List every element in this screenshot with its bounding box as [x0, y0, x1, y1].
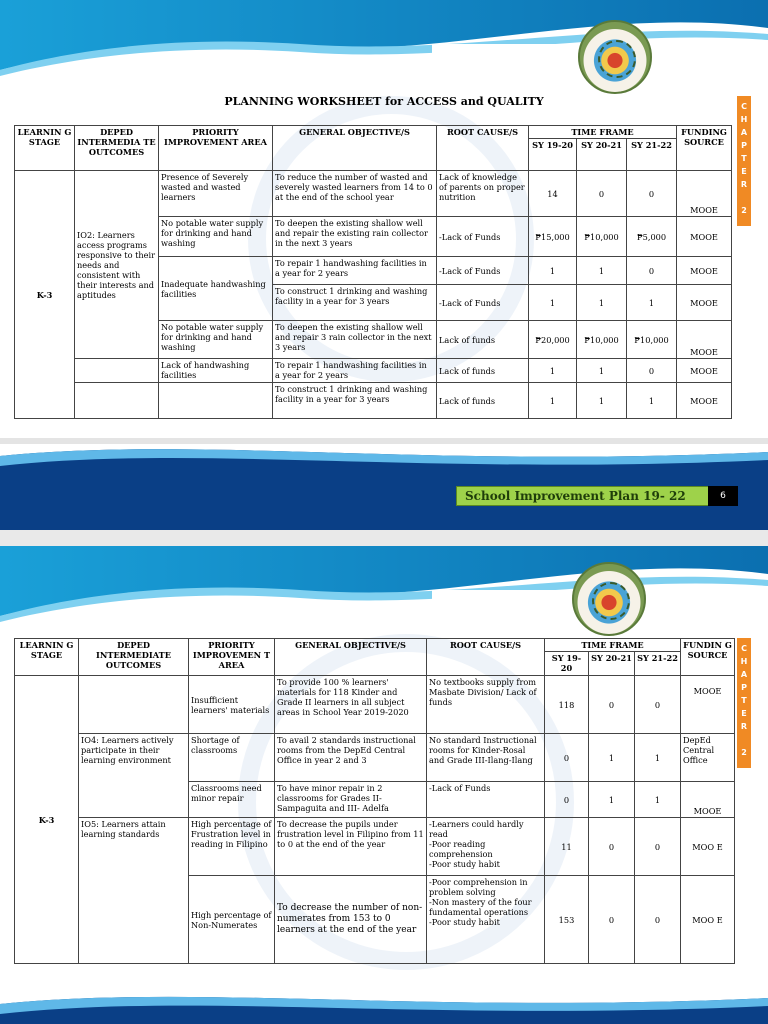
chapter-tab-letter: P	[741, 141, 747, 150]
sy2-value: 1	[577, 359, 627, 383]
funding-cell: MOOE	[677, 383, 732, 419]
sy2-value: ₱10,000	[577, 217, 627, 257]
header-time-frame: TIME FRAME	[545, 639, 681, 652]
outcome-cell: IO4: Learners actively participate in their learning environment	[79, 734, 189, 818]
objective-cell: To deepen the existing shallow well and repair 3 rain collector in the next 3 years	[273, 321, 437, 359]
priority-area-cell: High percentage of Frustration level in reading in Filipino	[189, 818, 275, 876]
chapter-2-tab	[737, 638, 751, 768]
sy2-value: 1	[577, 383, 627, 419]
objective-cell: To decrease the pupils under frustration level in Filipino from 11 to 0 at the end of the year	[275, 818, 427, 876]
planning-worksheet-table-2	[14, 638, 735, 964]
header-time-frame: TIME FRAME	[529, 126, 677, 139]
sy3-value: 0	[635, 818, 681, 876]
outcome-cell: IO2: Learners access programs responsive to their needs and consistent with their interests and aptitudes	[75, 171, 159, 359]
priority-area-cell: Presence of Severely wasted and wasted learners	[159, 171, 273, 217]
header-sy-20-21: SY 20-21	[589, 652, 635, 676]
sy3-value: 1	[635, 782, 681, 818]
priority-area-cell: Inadequate handwashing facilities	[159, 257, 273, 321]
sy3-value: 1	[627, 383, 677, 419]
chapter-tab-letter: T	[741, 696, 747, 705]
school-logo	[578, 20, 652, 94]
sy1-value: 153	[545, 876, 589, 964]
objective-cell: To have minor repair in 2 classrooms for Grades II-Sampaguita and III- Adelfa	[275, 782, 427, 818]
chapter-tab-letter: A	[740, 670, 748, 679]
priority-area-cell: Classrooms need minor repair	[189, 782, 275, 818]
objective-cell: To repair 1 handwashing facilities in a year for 2 years	[273, 257, 437, 285]
sy1-value: 1	[529, 285, 577, 321]
sy3-value: 1	[635, 734, 681, 782]
chapter-tab-letter: E	[741, 709, 747, 718]
objective-cell: To repair 1 handwashing facilities in a year for 2 years	[273, 359, 437, 383]
sy1-value: 118	[545, 676, 589, 734]
header-deped-outcomes: DEPED INTERMEDIATE OUTCOMES	[79, 639, 189, 676]
objective-cell: To provide 100 % learners' materials for 118 Kinder and Grade II learners in all subject areas in School Year 2019-2020	[275, 676, 427, 734]
chapter-tab-letter: R	[740, 180, 748, 189]
outcome-cell-empty	[75, 383, 159, 419]
sy2-value: 0	[589, 876, 635, 964]
sy2-value: 1	[577, 285, 627, 321]
header-root-cause: ROOT CAUSE/S	[437, 126, 529, 171]
sy3-value: ₱10,000	[627, 321, 677, 359]
priority-area-cell: Lack of handwashing facilities	[159, 359, 273, 383]
sy2-value: 0	[589, 818, 635, 876]
objective-cell: To reduce the number of wasted and severely wasted learners from 14 to 0 at the end of the school year	[273, 171, 437, 217]
outcome-cell: IO5: Learners attain learning standards	[79, 818, 189, 964]
header-funding-source: FUNDIN G SOURCE	[681, 639, 735, 676]
header-root-cause: ROOT CAUSE/S	[427, 639, 545, 676]
sy2-value: 0	[577, 171, 627, 217]
objective-cell: To avail 2 standards instructional rooms from the DepEd Central Office in year 2 and 3	[275, 734, 427, 782]
header-priority-area: PRIORITY IMPROVEMEN T AREA	[189, 639, 275, 676]
funding-cell: MOOE	[677, 257, 732, 285]
header-general-objective: GENERAL OBJECTIVE/S	[273, 126, 437, 171]
header-general-objective: GENERAL OBJECTIVE/S	[275, 639, 427, 676]
header-priority-area: PRIORITY IMPROVEMENT AREA	[159, 126, 273, 171]
header-sy-20-21: SY 20-21	[577, 139, 627, 171]
page-number: 6	[708, 486, 738, 506]
planning-worksheet-table-1	[14, 125, 732, 419]
sy3-value: 0	[627, 171, 677, 217]
objective-cell: To construct 1 drinking and washing facility in a year for 3 years	[273, 383, 437, 419]
sy3-value: 0	[627, 359, 677, 383]
root-cause-cell: -Lack of Funds	[437, 285, 529, 321]
header-sy-19-20: SY 19-20	[545, 652, 589, 676]
funding-cell: MOOE	[677, 285, 732, 321]
root-cause-cell: Lack of funds	[437, 359, 529, 383]
chapter-tab-letter: H	[740, 115, 748, 124]
root-cause-cell: -Poor comprehension in problem solving -Non mastery of the four fundamental operations -Poor study habit	[427, 876, 545, 964]
root-cause-cell: Lack of funds	[437, 321, 529, 359]
footer-wave-banner	[0, 984, 768, 1024]
sy2-value: 1	[577, 257, 627, 285]
school-improvement-plan-label: School Improvement Plan 19- 22	[456, 486, 710, 506]
page-title: PLANNING WORKSHEET for ACCESS and QUALITY	[224, 95, 544, 108]
funding-cell: MOOE	[681, 676, 735, 734]
sy1-value: 0	[545, 734, 589, 782]
worksheet-page-2	[0, 546, 768, 1024]
chapter-tab-letter: 2	[741, 206, 747, 215]
sy2-value: 0	[589, 676, 635, 734]
objective-cell: To construct 1 drinking and washing facility in a year for 3 years	[273, 285, 437, 321]
funding-cell: MOOE	[677, 171, 732, 217]
sy2-value: ₱10,000	[577, 321, 627, 359]
sy3-value: 1	[627, 285, 677, 321]
root-cause-cell: No textbooks supply from Masbate Division/ Lack of funds	[427, 676, 545, 734]
chapter-tab-letter: E	[741, 167, 747, 176]
sy1-value: 1	[529, 257, 577, 285]
root-cause-cell: -Lack of Funds	[427, 782, 545, 818]
chapter-tab-letter	[737, 733, 751, 746]
root-cause-cell: Lack of knowledge of parents on proper nutrition	[437, 171, 529, 217]
sy3-value: ₱5,000	[627, 217, 677, 257]
chapter-tab-letter	[737, 191, 751, 204]
sy3-value: 0	[635, 676, 681, 734]
root-cause-cell: -Lack of Funds	[437, 217, 529, 257]
root-cause-cell: Lack of funds	[437, 383, 529, 419]
root-cause-cell: -Learners could hardly read -Poor reading comprehension -Poor study habit	[427, 818, 545, 876]
funding-cell: MOO E	[681, 876, 735, 964]
priority-area-cell-empty	[159, 383, 273, 419]
header-deped-outcomes: DEPED INTERMEDIA TE OUTCOMES	[75, 126, 159, 171]
chapter-tab-letter: R	[740, 722, 748, 731]
learning-stage-cell: K-3	[15, 676, 79, 964]
sy1-value: 11	[545, 818, 589, 876]
header-sy-19-20: SY 19-20	[529, 139, 577, 171]
sy1-value: 1	[529, 359, 577, 383]
sy1-value: ₱20,000	[529, 321, 577, 359]
header-learning-stage: LEARNIN G STAGE	[15, 126, 75, 171]
chapter-tab-letter: T	[741, 154, 747, 163]
chapter-tab-letter: C	[741, 644, 747, 653]
sy3-value: 0	[635, 876, 681, 964]
sy1-value: 1	[529, 383, 577, 419]
sy2-value: 1	[589, 734, 635, 782]
funding-cell: MOOE	[677, 321, 732, 359]
header-sy-21-22: SY 21-22	[635, 652, 681, 676]
learning-stage-cell: K-3	[15, 171, 75, 419]
chapter-tab-letter: C	[741, 102, 747, 111]
sy1-value: 0	[545, 782, 589, 818]
sy1-value: ₱15,000	[529, 217, 577, 257]
header-learning-stage: LEARNIN G STAGE	[15, 639, 79, 676]
funding-cell: MOO E	[681, 818, 735, 876]
priority-area-cell: No potable water supply for drinking and hand washing	[159, 217, 273, 257]
chapter-tab-letter: P	[741, 683, 747, 692]
root-cause-cell: No standard Instructional rooms for Kinder-Rosal and Grade III-Ilang-Ilang	[427, 734, 545, 782]
school-logo	[572, 562, 646, 636]
sy1-value: 14	[529, 171, 577, 217]
chapter-tab-letter: A	[740, 128, 748, 137]
footer-wave-banner	[0, 438, 768, 530]
outcome-cell-empty	[75, 359, 159, 383]
objective-cell: To deepen the existing shallow well and repair the existing rain collector in the next 3 years	[273, 217, 437, 257]
header-funding-source: FUNDING SOURCE	[677, 126, 732, 171]
funding-cell: DepEd Central Office	[681, 734, 735, 782]
priority-area-cell: No potable water supply for drinking and hand washing	[159, 321, 273, 359]
chapter-tab-letter: 2	[741, 748, 747, 757]
header-sy-21-22: SY 21-22	[627, 139, 677, 171]
chapter-tab-letter: H	[740, 657, 748, 666]
funding-cell: MOOE	[677, 359, 732, 383]
chapter-2-tab	[737, 96, 751, 226]
sy3-value: 0	[627, 257, 677, 285]
outcome-cell-empty	[79, 676, 189, 734]
priority-area-cell: Shortage of classrooms	[189, 734, 275, 782]
objective-cell: To decrease the number of non-numerates from 153 to 0 learners at the end of the year	[275, 876, 427, 964]
root-cause-cell: -Lack of Funds	[437, 257, 529, 285]
sy2-value: 1	[589, 782, 635, 818]
funding-cell: MOOE	[677, 217, 732, 257]
priority-area-cell: High percentage of Non-Numerates	[189, 876, 275, 964]
funding-cell: MOOE	[681, 782, 735, 818]
priority-area-cell: Insufficient learners' materials	[189, 676, 275, 734]
